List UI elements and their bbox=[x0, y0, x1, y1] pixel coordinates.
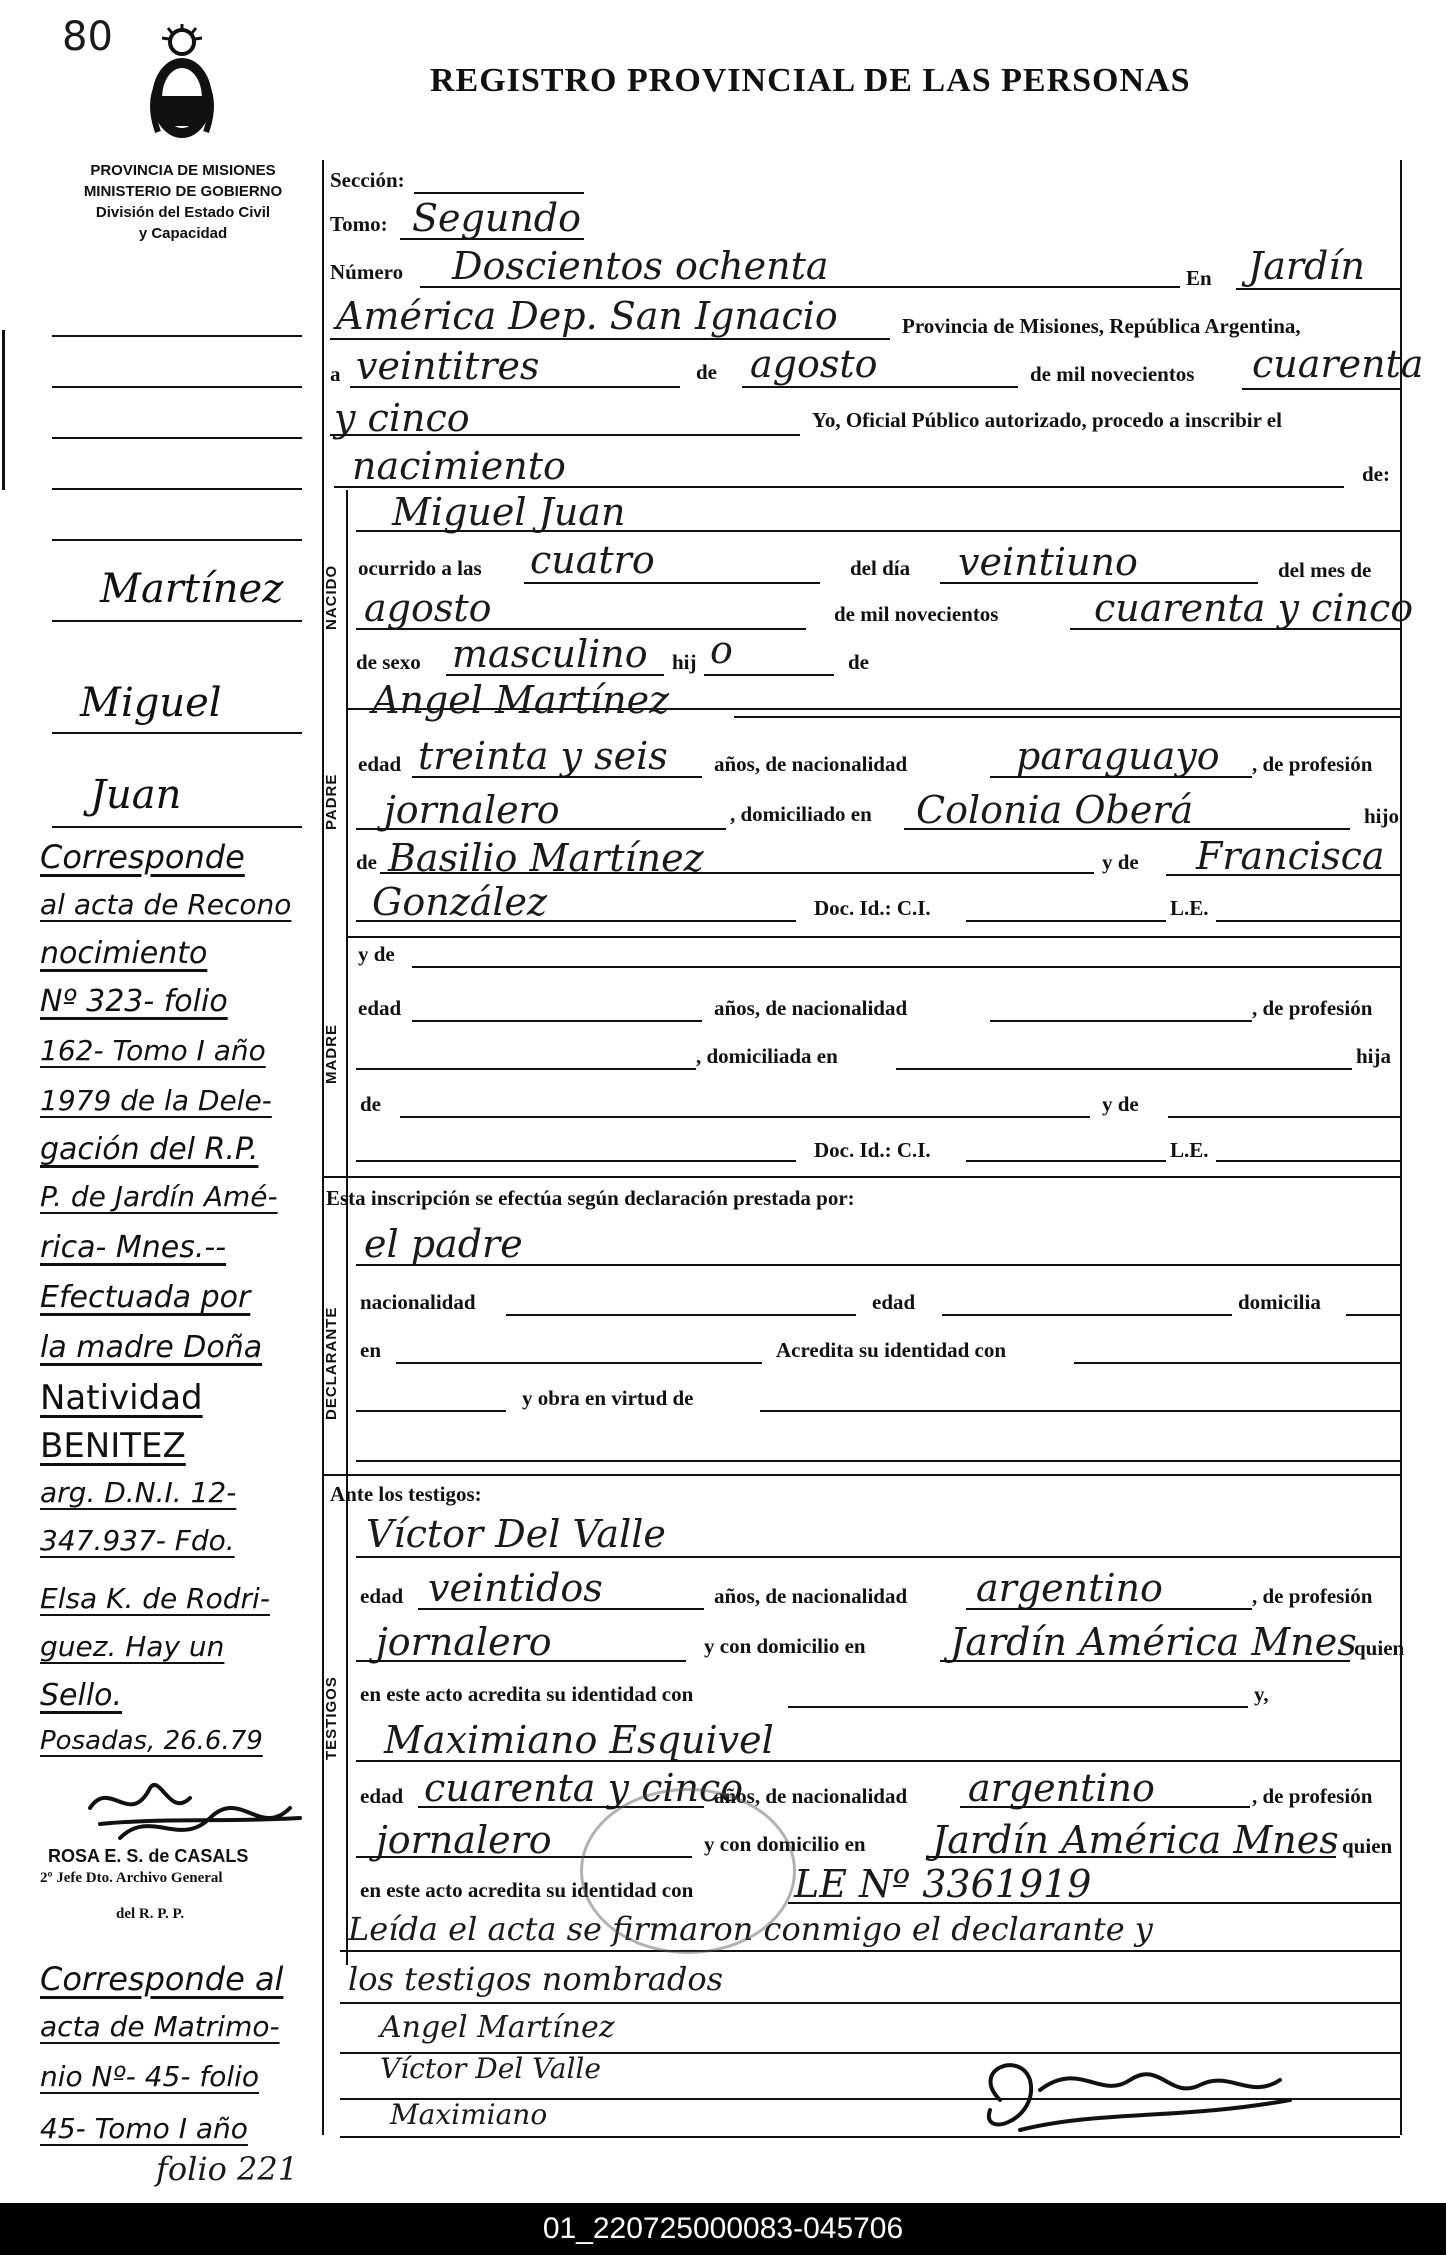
field-line bbox=[400, 1116, 1090, 1118]
field-line bbox=[942, 1314, 1232, 1316]
numero-label: Número bbox=[330, 260, 404, 284]
field-line bbox=[788, 1706, 1248, 1708]
en-label: En bbox=[1186, 266, 1212, 290]
issuer-block bbox=[48, 160, 318, 244]
de-mil-novecientos-label: de mil novecientos bbox=[1030, 362, 1195, 386]
declarante-value: el padre bbox=[364, 1222, 523, 1266]
field-line bbox=[990, 776, 1252, 778]
field-line bbox=[356, 1264, 1400, 1266]
field-line bbox=[414, 192, 584, 194]
official-seal-icon bbox=[580, 1788, 796, 1954]
t2-edad-value: cuarenta y cinco bbox=[424, 1766, 744, 1810]
margin-note-line: P. de Jardín Amé- bbox=[40, 1180, 278, 1213]
field-line bbox=[356, 1660, 686, 1662]
tomo-value: Segundo bbox=[412, 196, 581, 240]
field-line bbox=[356, 920, 796, 922]
margin-name2: Juan bbox=[90, 772, 182, 818]
hija-label: hija bbox=[1356, 1044, 1392, 1068]
margin-rule bbox=[52, 437, 302, 439]
field-line bbox=[330, 338, 890, 340]
abuela-b-value: González bbox=[372, 880, 548, 924]
t1-nac-label: años, de nacionalidad bbox=[714, 1584, 908, 1608]
declarante-edad-label: edad bbox=[872, 1290, 916, 1314]
margin-note-line: 1979 de la Dele- bbox=[40, 1084, 272, 1117]
field-line bbox=[356, 828, 726, 830]
margin-name1: Miguel bbox=[80, 680, 222, 726]
madre-de-label: de bbox=[360, 1092, 381, 1116]
t2-prof-value: jornalero bbox=[376, 1818, 552, 1862]
margin-rule bbox=[52, 335, 302, 337]
field-line bbox=[966, 1608, 1252, 1610]
dia-value: veintitres bbox=[356, 344, 540, 388]
issuer-line2: MINISTERIO DE GOBIERNO bbox=[83, 183, 283, 200]
margin-note-line: al acta de Recono bbox=[40, 888, 292, 921]
padre-prof-label: , de profesión bbox=[1252, 752, 1373, 776]
de-colon-label: de: bbox=[1362, 462, 1390, 486]
margin-note-line: la madre Doña bbox=[40, 1330, 263, 1365]
field-line bbox=[1242, 388, 1400, 390]
t1-prof-label: , de profesión bbox=[1252, 1584, 1373, 1608]
field-line bbox=[356, 1460, 1400, 1462]
y-de-label: y de bbox=[1102, 850, 1139, 874]
madre-edad-label: edad bbox=[358, 996, 402, 1020]
field-line bbox=[356, 1068, 696, 1070]
section-declarante-label: DECLARANTE bbox=[323, 1306, 340, 1420]
tomo-label: Tomo: bbox=[330, 212, 388, 236]
domiciliada-label: , domiciliada en bbox=[696, 1044, 838, 1068]
padre-dom-value: Colonia Oberá bbox=[916, 788, 1194, 832]
field-line bbox=[506, 1314, 856, 1316]
signature-declarante: Angel Martínez bbox=[380, 2010, 615, 2045]
hij-label: hij bbox=[672, 650, 697, 674]
field-line bbox=[334, 486, 1344, 488]
section-divider-line bbox=[322, 1176, 1400, 1178]
field-line bbox=[966, 920, 1166, 922]
anio-a-value: cuarenta bbox=[1252, 342, 1424, 386]
t1-y-label: y, bbox=[1254, 1682, 1269, 1706]
margin-note-line: Natividad bbox=[40, 1378, 203, 1418]
domiciliado-label: , domiciliado en bbox=[730, 802, 872, 826]
folio-note: folio 221 bbox=[156, 2150, 299, 2188]
margin-note-line: BENITEZ bbox=[40, 1426, 186, 1466]
form-left-border bbox=[322, 160, 324, 2135]
field-line bbox=[350, 386, 680, 388]
abuela-a-value: Francisca bbox=[1196, 834, 1385, 878]
t1-dom-value: Jardín América Mnes bbox=[950, 1620, 1357, 1664]
margin-note-line: guez. Hay un bbox=[40, 1630, 225, 1663]
hij-suffix-value: o bbox=[710, 628, 733, 672]
stamp-office: del R. P. P. bbox=[116, 1906, 185, 1922]
de-mil-novecientos-2-label: de mil novecientos bbox=[834, 602, 999, 626]
official-signature bbox=[960, 2040, 1320, 2150]
sexo-value: masculino bbox=[452, 632, 648, 676]
section-madre-label: MADRE bbox=[323, 1024, 340, 1084]
field-line bbox=[1216, 920, 1400, 922]
field-line bbox=[1216, 1160, 1400, 1162]
acredita-label: Acredita su identidad con bbox=[776, 1338, 1007, 1362]
field-line bbox=[896, 1068, 1352, 1070]
stamp-title: 2º Jefe Dto. Archivo General bbox=[40, 1870, 223, 1886]
closing-note-line1: Leída el acta se firmaron conmigo el declarante y bbox=[348, 1910, 1153, 1948]
t1-nac-value: argentino bbox=[976, 1566, 1163, 1610]
section-nacido-label: NACIDO bbox=[323, 564, 340, 630]
field-line bbox=[412, 966, 1400, 968]
t2-prof-label: , de profesión bbox=[1252, 1784, 1373, 1808]
t2-dom-value: Jardín América Mnes bbox=[932, 1818, 1339, 1862]
ocurrido-label: ocurrido a las bbox=[358, 556, 482, 580]
field-line bbox=[904, 828, 1350, 830]
t2-doc-value: LE Nº 3361919 bbox=[794, 1862, 1092, 1906]
margin-note-line: Sello. bbox=[40, 1678, 123, 1713]
field-line bbox=[940, 582, 1258, 584]
margin-rule bbox=[52, 826, 302, 828]
del-dia-label: del día bbox=[850, 556, 911, 580]
margin-lower-line: Corresponde al bbox=[40, 1960, 284, 1998]
padre-nac-label: años, de nacionalidad bbox=[714, 752, 908, 776]
acto-value: nacimiento bbox=[352, 444, 566, 488]
field-line bbox=[356, 530, 1400, 532]
declarante-nac-label: nacionalidad bbox=[360, 1290, 476, 1314]
de-label: de bbox=[696, 360, 717, 384]
stamp-name: ROSA E. S. de CASALS bbox=[48, 1846, 249, 1866]
margin-note-line: Posadas, 26.6.79 bbox=[40, 1726, 263, 1756]
lugar-value: América Dep. San Ignacio bbox=[336, 294, 838, 338]
coat-of-arms-icon bbox=[140, 24, 224, 146]
margin-rule bbox=[52, 386, 302, 388]
oficial-label: Yo, Oficial Público autorizado, procedo a inscribir el bbox=[812, 408, 1282, 432]
abuelo-value: Basilio Martínez bbox=[388, 836, 704, 880]
document-id-bar: 01_220725000083-045706 bbox=[0, 2203, 1446, 2255]
seccion-label: Sección: bbox=[330, 168, 405, 192]
field-line bbox=[356, 1556, 1400, 1558]
en-value: Jardín bbox=[1248, 244, 1366, 288]
field-line bbox=[356, 628, 806, 630]
field-line bbox=[788, 1902, 1400, 1904]
margin-lower-line: acta de Matrimo- bbox=[40, 2010, 280, 2043]
margin-note-line: 347.937- Fdo. bbox=[40, 1524, 235, 1557]
field-line bbox=[400, 238, 584, 240]
margin-rule bbox=[52, 732, 302, 734]
t1-edad-value: veintidos bbox=[428, 1566, 603, 1610]
field-line bbox=[760, 1410, 1400, 1412]
padre-le-label: L.E. bbox=[1170, 896, 1209, 920]
mes-nac-value: agosto bbox=[364, 586, 492, 630]
field-line bbox=[340, 2002, 1400, 2004]
closing-note-line2: los testigos nombrados bbox=[348, 1960, 723, 1998]
field-line bbox=[446, 674, 664, 676]
declaracion-label: Esta inscripción se efectúa según declaración prestada por: bbox=[326, 1186, 855, 1210]
mes-value: agosto bbox=[750, 342, 878, 386]
margin-lower-line: nio Nº- 45- folio bbox=[40, 2060, 260, 2093]
field-line bbox=[396, 1362, 762, 1364]
issuer-line4: y Capacidad bbox=[138, 225, 228, 242]
field-line bbox=[418, 1608, 704, 1610]
padre-value: Angel Martínez bbox=[372, 678, 670, 722]
hijo-label: hijo bbox=[1364, 804, 1400, 828]
field-line bbox=[966, 1160, 1166, 1162]
t1-acredita-label: en este acto acredita su identidad con bbox=[360, 1682, 694, 1706]
field-line bbox=[1070, 628, 1400, 630]
margin-surname: Martínez bbox=[100, 566, 284, 612]
section-padre-label: PADRE bbox=[323, 773, 340, 830]
field-line bbox=[412, 1020, 702, 1022]
issuer-line3: División del Estado Civil bbox=[95, 204, 271, 221]
t2-edad-label: edad bbox=[360, 1784, 404, 1808]
madre-le-label: L.E. bbox=[1170, 1138, 1209, 1162]
page-number: 80 bbox=[62, 14, 113, 60]
margin-note-line: nocimiento bbox=[40, 936, 208, 971]
section-divider bbox=[346, 490, 348, 1965]
field-line bbox=[1236, 288, 1400, 290]
anio-nac-value: cuarenta y cinco bbox=[1094, 586, 1414, 630]
signature-testigo1: Víctor Del Valle bbox=[380, 2052, 601, 2085]
margin-note-line: rica- Mnes.-- bbox=[40, 1230, 227, 1265]
t2-nac-label: años, de nacionalidad bbox=[714, 1784, 908, 1808]
t1-dom-label: y con domicilio en bbox=[704, 1634, 866, 1658]
field-line bbox=[1346, 1314, 1400, 1316]
hora-value: cuatro bbox=[530, 538, 655, 582]
margin-note-line: Efectuada por bbox=[40, 1280, 251, 1315]
margin-note-line: gación del R.P. bbox=[40, 1132, 259, 1167]
section-divider-line bbox=[346, 936, 1400, 938]
a-label: a bbox=[330, 362, 341, 386]
t2-quien-label: quien bbox=[1342, 1834, 1393, 1858]
declarante-en-label: en bbox=[360, 1338, 381, 1362]
t2-acredita-label: en este acto acredita su identidad con bbox=[360, 1878, 694, 1902]
margin-note-line: Elsa K. de Rodri- bbox=[40, 1582, 270, 1615]
section-divider-line bbox=[322, 1474, 1400, 1476]
field-line bbox=[412, 776, 702, 778]
padre-edad-value: treinta y seis bbox=[418, 734, 668, 778]
field-line bbox=[1074, 1362, 1400, 1364]
field-line bbox=[356, 1160, 796, 1162]
testigo1-value: Víctor Del Valle bbox=[366, 1512, 666, 1556]
field-line bbox=[330, 434, 800, 436]
field-line bbox=[1166, 874, 1400, 876]
field-line bbox=[420, 286, 1180, 288]
field-line bbox=[340, 1950, 1400, 1952]
field-line bbox=[524, 582, 820, 584]
margin-note-line: Corresponde bbox=[40, 838, 245, 876]
t2-dom-label: y con domicilio en bbox=[704, 1832, 866, 1856]
signature-testigo2: Maximiano bbox=[390, 2098, 548, 2131]
margin-rule bbox=[52, 488, 302, 490]
field-line bbox=[990, 1020, 1252, 1022]
form-right-border bbox=[1400, 160, 1402, 2135]
field-line bbox=[356, 1760, 1400, 1762]
provincia-label: Provincia de Misiones, República Argentina, bbox=[902, 314, 1301, 338]
section-testigos-label: TESTIGOS bbox=[323, 1676, 340, 1760]
t1-prof-value: jornalero bbox=[376, 1620, 552, 1664]
padre-prof-value: jornalero bbox=[384, 788, 560, 832]
madre-prof-label: , de profesión bbox=[1252, 996, 1373, 1020]
field-line bbox=[1168, 1116, 1400, 1118]
margin-note-line: 162- Tomo I año bbox=[40, 1034, 266, 1067]
madre-nac-label: años, de nacionalidad bbox=[714, 996, 908, 1020]
field-line bbox=[380, 872, 1094, 874]
field-line bbox=[734, 716, 1400, 718]
del-mes-label: del mes de bbox=[1278, 558, 1372, 582]
field-line bbox=[926, 1856, 1336, 1858]
field-line bbox=[940, 1660, 1350, 1662]
field-line bbox=[704, 674, 834, 676]
dia-nac-value: veintiuno bbox=[958, 540, 1138, 584]
madre-doc-label: Doc. Id.: C.I. bbox=[814, 1138, 931, 1162]
padre-edad-label: edad bbox=[358, 752, 402, 776]
page-title: REGISTRO PROVINCIAL DE LAS PERSONAS bbox=[430, 62, 1191, 99]
margin-note-line: arg. D.N.I. 12- bbox=[40, 1476, 237, 1509]
numero-value: Doscientos ochenta bbox=[452, 244, 829, 288]
field-line bbox=[960, 1806, 1250, 1808]
margin-note-line: Nº 323- folio bbox=[40, 984, 228, 1019]
madre-y-de-label-2: y de bbox=[1102, 1092, 1139, 1116]
margin-rule bbox=[52, 539, 302, 541]
declarante-domicilia-label: domicilia bbox=[1238, 1290, 1321, 1314]
t1-quien-label: quien bbox=[1354, 1636, 1405, 1660]
issuer-line1: PROVINCIA DE MISIONES bbox=[90, 162, 276, 179]
madre-y-de-label: y de bbox=[358, 942, 395, 966]
de-sexo-label: de sexo bbox=[356, 650, 421, 674]
obra-label: y obra en virtud de bbox=[522, 1386, 694, 1410]
padre-nac-value: paraguayo bbox=[1016, 734, 1220, 778]
margin-rule bbox=[52, 620, 302, 622]
t2-nac-value: argentino bbox=[968, 1766, 1155, 1810]
abuelo-de-label: de bbox=[356, 850, 377, 874]
nombre-value: Miguel Juan bbox=[392, 490, 626, 534]
padre-doc-label: Doc. Id.: C.I. bbox=[814, 896, 931, 920]
field-line bbox=[742, 386, 1018, 388]
margin-lower-line: 45- Tomo I año bbox=[40, 2112, 248, 2145]
testigo2-value: Maximiano Esquivel bbox=[384, 1718, 774, 1762]
testigos-label: Ante los testigos: bbox=[330, 1482, 482, 1506]
t1-edad-label: edad bbox=[360, 1584, 404, 1608]
de-label-2: de bbox=[848, 650, 869, 674]
scan-edge-mark bbox=[2, 330, 5, 490]
anio-b-value: y cinco bbox=[334, 396, 470, 440]
field-line bbox=[356, 1410, 506, 1412]
